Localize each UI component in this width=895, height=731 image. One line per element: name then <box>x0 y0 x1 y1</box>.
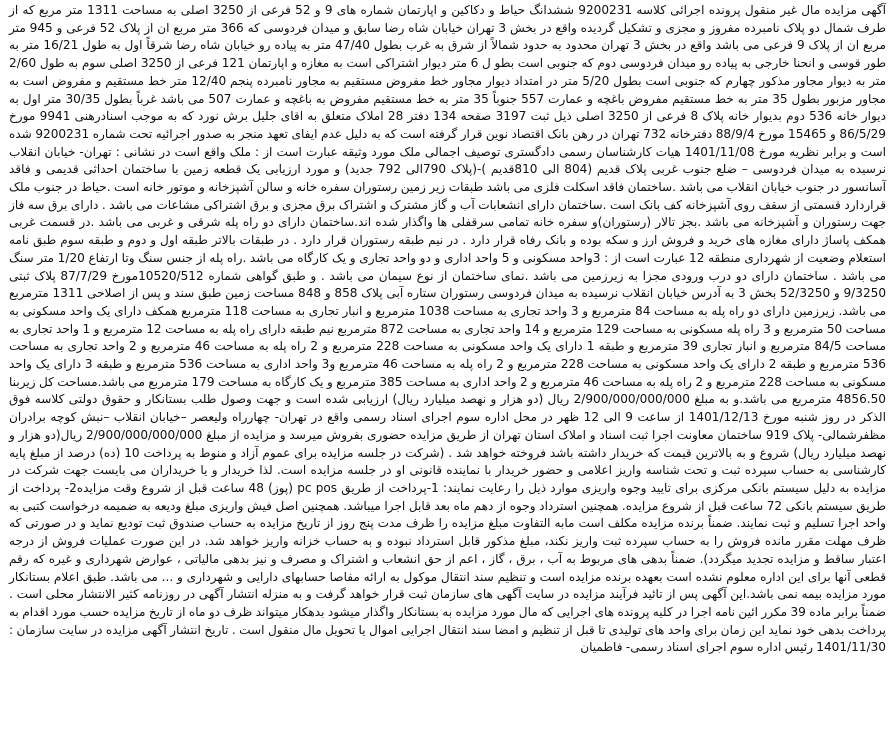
notice-body: آگهی مزایده مال غیر منقول پرونده اجرائی کلاسه 9200231 ششدانگ حیاط و دکاکین و اپارتمان شماره های 9 و 52 فرعی از 3250 اصلی به مساحت 1311 متر مربع که از طرف شمال دو پلاک نامبرده مفروز و مجزی و تشکیل گردیده واقع در بخش 3 تهران خیابان شاه رضا سابق و میدان فردوسی که 366 متر مربع ان از پلاک 52 فرعی و 945 متر مربع ان از پلاک 9 فرعی می باشد واقع در بخش 3 تهران محدود به حدود شمالاً از شرق به غرب بطول 47/40 متر به پیاده رو خیابان شاه رضا شرقاً اول به طول 16/21 متر به طور قوسی و انحنا خارجی به پیاده رو میدان فردوسی دوم که جنوبی است بطو ل 6 متر دیوار اشتراکی است به مغازه و اپارتمان 121 فرعی از 3250 اصلی سوم به طول 2/60 متر به دیوار مجاور مذکور چهارم که جنوبی است بطول 5/20 متر در امتداد دیوار مجاور خط مفروض مستقیم به مجاور نامبرده پنجم 12/40 متر خط مستقیم و مفروض است به مجاور مزبور بطول 35 متر به خط مستقیم مفروض باغچه و عمارت 557 جنوباً 35 متر به خط مستقیم مفروض به باغچه و عمارت 507 می باشد غرباً بطول 30/35 متر اول به دیوار خانه 536 دوم بدیوار خانه پلاک 8 فرعی از 3250 اصلی ذیل ثبت 3197 صفحه 134 دفتر 28 املاک متعلق به اقای جلیل برش نورد که به موجب اسنادرهنی 9941 مورخ 86/5/29 و 15465 مورخ 88/9/4 دفترخانه 732 تهران در رهن بانک اقتصاد نوین قرار گرفته است که به دلیل عدم ایفای تعهد منجر به صدور اجرائیه تحت شماره 9200231 شده است و برابر نظریه مورخ 1401/11/08 هیات کارشناسان رسمی دادگستری توصیف اجمالی ملک مورد وثیقه عبارت است از : ملک واقع است در نشانی : تهران- خیابان انقلاب نرسیده به میدان فردوسی – ضلع جنوب غربی پلاک قدیم (804 الی 810قدیم )-(پلاک 790الی 792 جدید) و مورد ارزیابی یک قطعه زمین با ساختمان احداثی قدیمی و فاقد آسانسور در جنوب خیابان انقلاب می باشد .ساختمان فاقد اسکلت فلزی می باشد طبقات زیر زمین رستوران سفره خانه و سالن آشپزخانه و موتور خانه است .حیاط در جنوب ملک قراردارد قسمتی از سقف روی آشپزخانه کف بانک است .ساختمان دارای انشعابات آب و گاز مشترک و اشتراک برق مجزی و برق اشتراکی مشاعات می باشد . دارای برق سه فاز جهت رستوران و آشپزخانه می باشد .بجز تالار (رستوران)و سفره خانه تمامی سرقفلی ها واگذار شده اند.ساختمان دارای دو راه پله شرقی و غربی می باشد .در قسمت غربی همکف پاساژ دارای مغازه های خرید و فروش ارز و سکه بوده و بانک رفاه قرار دارد . در نیم طبقه رستوران قرار دارد . در طبقات بالاتر طبقه اول و دوم و طبقه سوم طبق نامه استعلام وضعیت از شهرداری منطقه 12 عبارت است از : 3واحد مسکونی و 5 واحد اداری و دو واحد تجاری و یک کارگاه می باشد .راه پله از جنس سنگ وتا ارتفاع 1/20 متر سنگ می باشد . ساختمان دارای دو درب ورودی مجزا به زیرزمین می باشد .نمای ساختمان از نوع سیمان می باشد . و طبق گواهی شماره 10520/512مورخ 87/7/29 پلاک ثبتی 9/3250 و 52/3250 بخش 3 به آدرس خیابان انقلاب نرسیده به میدان فردوسی رستوران ستاره آبی پلاک 858 و 848 مساحت زمین طبق سند و پس از اصلاحی 1311 مترمربع می باشد. زیرزمین دارای دو راه پله به مساحت 84 مترمربع و 3 واحد تجاری به مساحت 1038 مترمربع و انبار تجاری به مساحت 118 مترمربع همکف دارای یک واحد مسکونی به مساحت 50 مترمربع و 3 راه پله مسکونی به مساحت 129 مترمربع و 14 واحد تجاری به مساحت 872 مترمربع نیم طبقه دارای راه پله به مساحت 12 مترمربع و 1 واحد تجاری به مساحت 84/5 مترمربع و انبار تجاری 39 مترمربع و طبقه 1 دارای یک واحد مسکونی به مساحت 228 مترمربع و 2 راه پله به مساحت 46 مترمربع و 2 واحد تجاری به مساحت 536 مترمربع و طبقه 2 دارای یک واحد مسکونی به مساحت 228 مترمربع و 2 راه پله به مساحت 46 مترمربع و3 واحد اداری به مساحت 536 مترمربع و طبقه 3 دارای یک واحد مسکونی به مساحت 228 مترمربع و 2 راه پله به مساحت 46 مترمربع و 2 واحد اداری به مساحت 385 مترمربع و یک کارگاه به مساحت 179 مترمربع می باشد.مساحت کل زیربنا 4856.50 مترمربع می باشد.و به مبلغ 2/900/000/000/000 ریال (دو هزار و نهصد میلیارد ریال) ارزیابی شده است و جهت وصول طلب بستانکار و حقوق دولتی کلاسه فوق الذکر در روز شنبه مورخ 1401/12/13 از ساعت 9 الی 12 ظهر در محل اداره سوم اجرای اسناد رسمی واقع در تهران- چهارراه ولیعصر –خیابان انقلاب –نبش کوچه برادران مظفرشمالی- پلاک 919 ساختمان معاونت اجرا ثبت اسناد و املاک استان تهران از طریق مزایده حضوری بفروش میرسد و مزایده از مبلغ 2/900/000/000/000 ریال(دو هزار و نهصد میلیارد ریال) شروع و به بالاترین قیمت که خریدار داشته باشد فروخته خواهد شد . (شرکت در جلسه مزایده برای عموم آزاد و منوط به پرداخت 10 (ده) درصد از مبلغ پایه کارشناسی به حساب سپرده ثبت و تحت شناسه واریز اعلامی و حضور خریدار با نماینده قانونی او در جلسه مزایده است. لذا خریدار و یا خریداران می بایست جهت شرکت در مزایده به دلیل سیستم بانکی مرکزی برای تایید وجوه واریزی موارد ذیل را رعایت نمایند: 1-پرداخت از طریق pc pos (پوز) 48 ساعت قبل از شروع وقت مزایده2- پرداخت از طریق سیستم بانکی 72 ساعت قبل از شروع مزایده. همچنین استرداد وجوه از دهم ماه بعد قابل اجرا میباشد. همچنین اصل فیش واریزی مبلغ ودیعه به ضمیمه درخواست کتبی به واحد اجرا تسلیم و ثبت نمایند. ضمناً برنده مزایده مکلف است مابه التفاوت مبلغ مزایده را ظرف مدت پنج روز از تاریخ مزایده به حساب صندوق ثبت تودیع نماید و در صورتی که ظرف مهلت مقرر مانده فروش را به حساب سپرده ثبت واریز نکند، مبلغ مذکور قابل استرداد نبوده و به حساب خزانه واریز خواهد شد. در این صورت عملیات فروش از درجه اعتبار ساقط و مزایده تجدید میگردد). ضمناً بدهی های مربوط به آب ، برق ، گاز ، اعم از حق انشعاب و اشتراک و مصرف و نیز بدهی مالیاتی ، عوارض شهرداری و غیره که رقم قطعی آنها برای این اداره معلوم نشده است بعهده برنده مزایده است و تنظیم سند انتقال موکول به ارائه مفاصا حسابهای دارایی و شهرداری و ... می باشد. طبق اعلام بستانکار مورد مزایده بیمه نمی باشد.این آگهی پس از تائید فرآیند مزایده در سایت آگهی های سازمان ثبت قرار خواهد گرفت و به منزله انتشار آگهی در روزنامه کثیر الانتشار محلی است . ضمناً برابر ماده 39 مکرر ائین نامه اجرا در کلیه پرونده های اجرایی که مال مورد مزایده به بستانکار واگذار میشود بدهکار میتواند ظرف دو ماه از تاریخ مزایده حسب مورد اقدام به پرداخت بدهی خود نماید این زمان برای واحد های تولیدی تا قبل از تنظیم و امضا سند انتقال اجرایی اموال یا تحویل مال منقول است . تاریخ انتشار آگهی مزایده در سایت سازمان : 1401/11/30 رئیس اداره سوم اجرای اسناد رسمی- فاطمیان <box>9 3 887 655</box>
